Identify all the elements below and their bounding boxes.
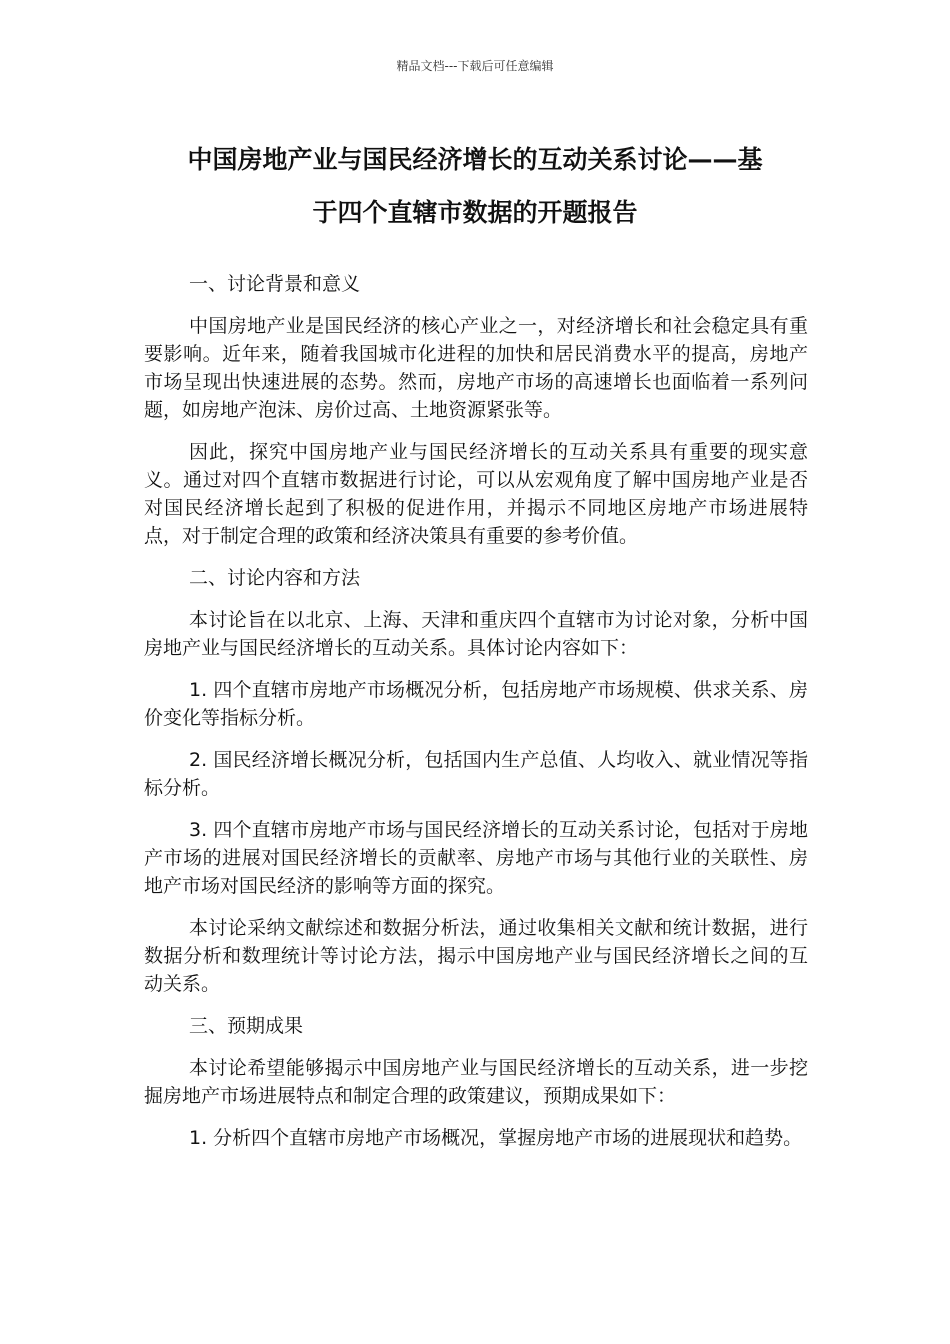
paragraph: 本讨论采纳文献综述和数据分析法，通过收集相关文献和统计数据，进行数据分析和数理统计等讨论方法，揭示中国房地产业与国民经济增长之间的互动关系。 [144,917,808,995]
list-item: 1. 分析四个直辖市房地产市场概况，掌握房地产市场的进展现状和趋势。 [189,1127,803,1149]
title-line-1: 中国房地产业与国民经济增长的互动关系讨论——基 [187,145,763,174]
page-header: 精品文档---下载后可任意编辑 [396,59,554,73]
paragraph: 中国房地产业是国民经济的核心产业之一，对经济增长和社会稳定具有重要影响。近年来，随着我国城市化进程的加快和居民消费水平的提高，房地产市场呈现出快速进展的态势。然而，房地产市场的高速增长也面临着一系列问题，如房地产泡沫、房价过高、土地资源紧张等。 [144,315,808,421]
list-item: 2. 国民经济增长概况分析，包括国内生产总值、人均收入、就业情况等指标分析。 [144,749,808,799]
section-heading-expected-results: 三、预期成果 [189,1015,304,1037]
list-item: 1. 四个直辖市房地产市场概况分析，包括房地产市场规模、供求关系、房价变化等指标分析。 [144,679,808,729]
section-heading-background: 一、讨论背景和意义 [189,273,361,295]
document-title [140,133,810,239]
paragraph: 因此，探究中国房地产业与国民经济增长的互动关系具有重要的现实意义。通过对四个直辖市数据进行讨论，可以从宏观角度了解中国房地产业是否对国民经济增长起到了积极的促进作用，并揭示不同地区房地产市场进展特点，对于制定合理的政策和经济决策具有重要的参考价值。 [144,441,808,547]
document-body [144,270,808,1166]
title-line-2: 于四个直辖市数据的开题报告 [312,198,638,227]
section-heading-content-method: 二、讨论内容和方法 [189,567,361,589]
list-item: 3. 四个直辖市房地产市场与国民经济增长的互动关系讨论，包括对于房地产市场的进展对国民经济增长的贡献率、房地产市场与其他行业的关联性、房地产市场对国民经济的影响等方面的探究。 [144,819,808,897]
paragraph: 本讨论希望能够揭示中国房地产业与国民经济增长的互动关系，进一步挖掘房地产市场进展特点和制定合理的政策建议，预期成果如下： [144,1057,808,1107]
paragraph: 本讨论旨在以北京、上海、天津和重庆四个直辖市为讨论对象，分析中国房地产业与国民经济增长的互动关系。具体讨论内容如下： [144,609,808,659]
